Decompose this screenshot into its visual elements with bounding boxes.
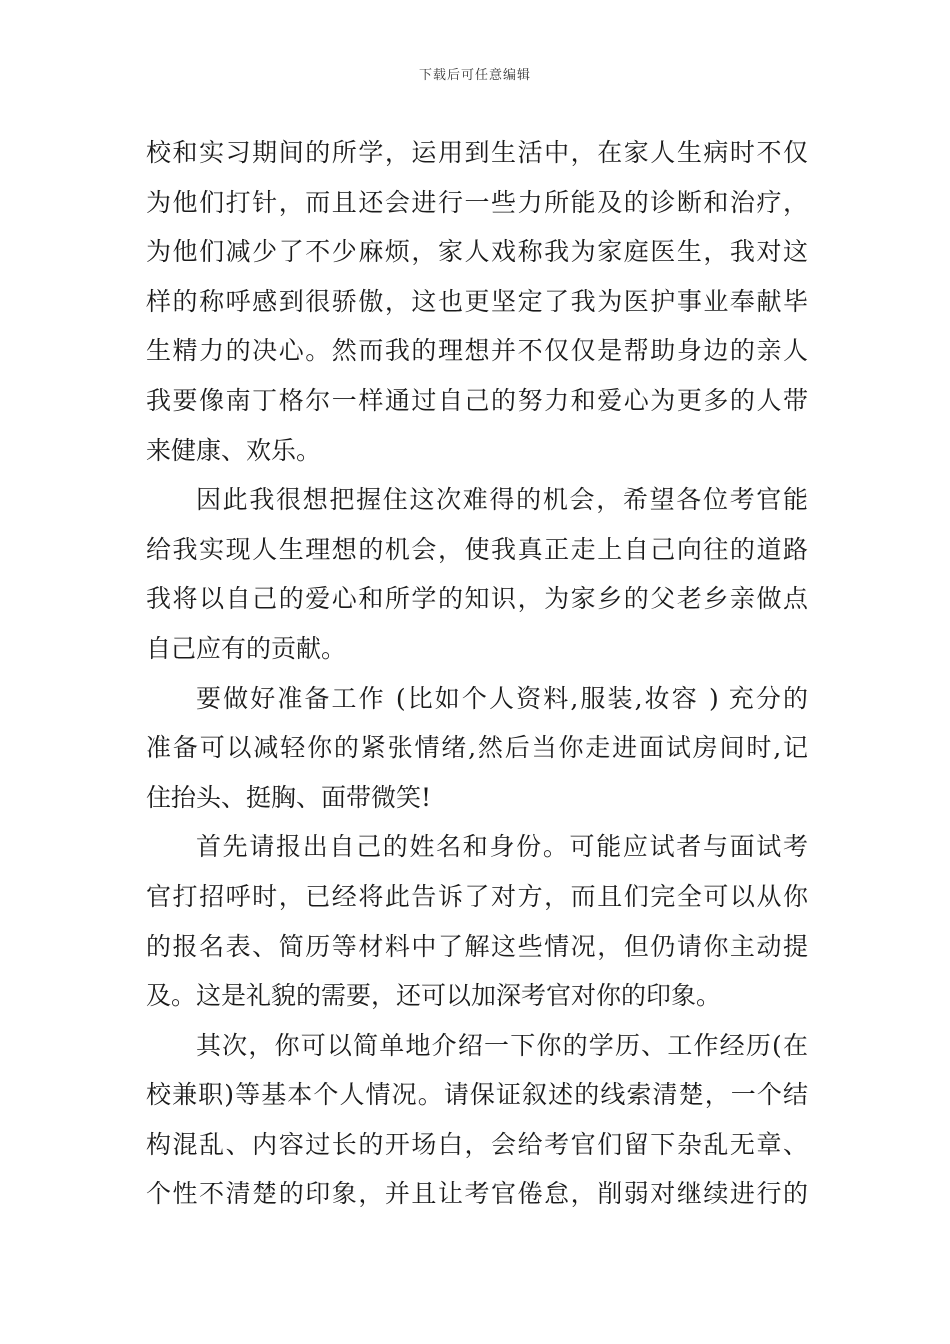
text-line: 为他们减少了不少麻烦，家人戏称我为家庭医生，我对这 [146, 237, 808, 267]
text-line: 生精力的决心。然而我的理想并不仅仅是帮助身边的亲人 [146, 336, 808, 366]
text-line: 首先请报出自己的姓名和身份。可能应试者与面试考 [196, 832, 808, 862]
text-line: 构混乱、内容过长的开场白，会给考官们留下杂乱无章、 [146, 1129, 808, 1159]
text-line: 校兼职)等基本个人情况。请保证叙述的线索清楚，一个结 [146, 1080, 808, 1110]
page-header: 下载后可任意编辑 [418, 68, 531, 83]
text-line: 我将以自己的爱心和所学的知识，为家乡的父老乡亲做点 [146, 584, 808, 614]
text-line: 我要像南丁格尔一样通过自己的努力和爱心为更多的人带 [146, 385, 808, 415]
text-line: 的报名表、简历等材料中了解这些情况，但仍请你主动提 [146, 931, 808, 961]
text-line: 其次，你可以简单地介绍一下你的学历、工作经历(在 [196, 1030, 808, 1060]
text-line: 因此我很想把握住这次难得的机会，希望各位考官能 [196, 485, 808, 515]
document-body [146, 128, 808, 1219]
text-line: 住抬头、挺胸、面带微笑! [146, 782, 432, 812]
text-line: 及。这是礼貌的需要，还可以加深考官对你的印象。 [146, 981, 722, 1011]
text-line: 校和实习期间的所学，运用到生活中，在家人生病时不仅 [146, 138, 808, 167]
text-line: 自己应有的贡献。 [146, 633, 347, 663]
text-line: 样的称呼感到很骄傲，这也更坚定了我为医护事业奉献毕 [146, 286, 808, 316]
text-line: 要做好准备工作 (比如个人资料,服装,妆容 ) 充分的 [196, 683, 808, 713]
text-line: 准备可以减轻你的紧张情绪,然后当你走进面试房间时,记 [146, 733, 808, 763]
text-line: 为他们打针，而且还会进行一些力所能及的诊断和治疗， [146, 187, 808, 217]
text-line: 来健康、欢乐。 [146, 435, 322, 465]
text-line: 个性不清楚的印象，并且让考官倦怠，削弱对继续进行的 [146, 1179, 808, 1209]
text-line: 给我实现人生理想的机会，使我真正走上自己向往的道路 [146, 534, 808, 564]
text-line: 官打招呼时，已经将此告诉了对方，而且们完全可以从你 [146, 881, 808, 911]
